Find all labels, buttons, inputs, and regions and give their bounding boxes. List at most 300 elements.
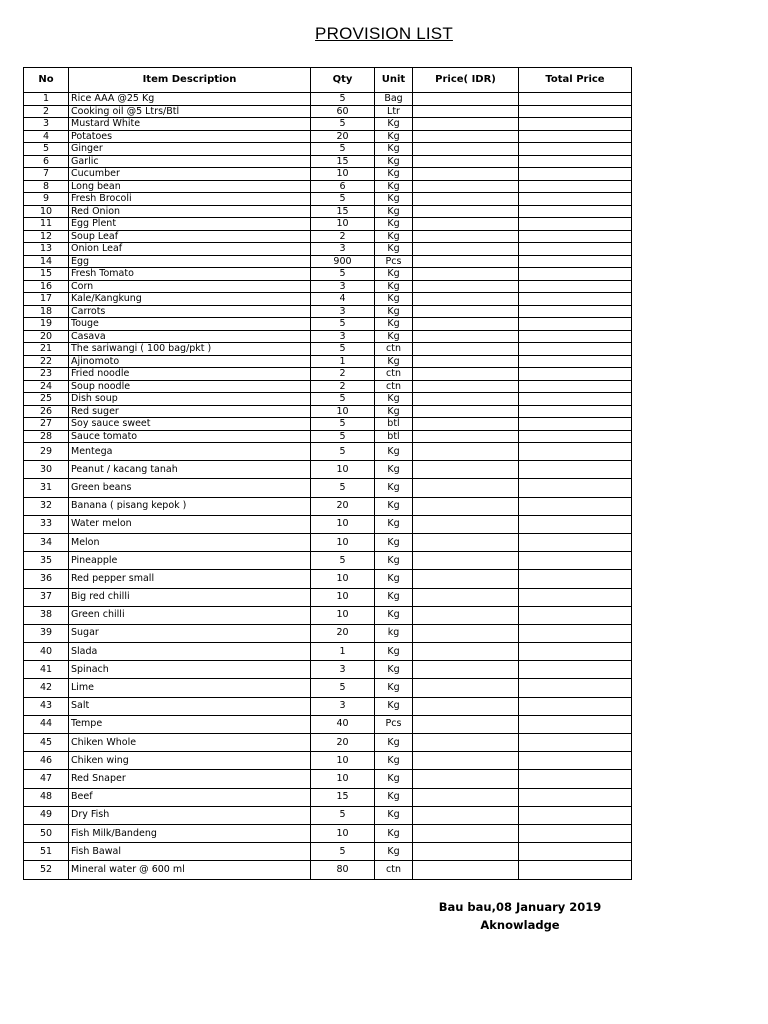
cell-no: 25 <box>24 393 69 406</box>
table-row <box>24 205 632 218</box>
table-body <box>24 93 632 880</box>
cell-unit: Kg <box>375 824 413 842</box>
cell-qty: 3 <box>311 305 375 318</box>
cell-total <box>519 734 632 752</box>
cell-no: 10 <box>24 205 69 218</box>
cell-item: Tempe <box>69 715 311 733</box>
cell-price <box>413 588 519 606</box>
cell-total <box>519 405 632 418</box>
cell-total <box>519 355 632 368</box>
cell-no: 32 <box>24 497 69 515</box>
cell-total <box>519 770 632 788</box>
cell-item: Kale/Kangkung <box>69 293 311 306</box>
cell-item: Beef <box>69 788 311 806</box>
cell-qty: 5 <box>311 806 375 824</box>
cell-qty: 10 <box>311 218 375 231</box>
cell-price <box>413 218 519 231</box>
table-row <box>24 697 632 715</box>
cell-qty: 3 <box>311 243 375 256</box>
cell-item: Sugar <box>69 624 311 642</box>
cell-qty: 20 <box>311 497 375 515</box>
table-row <box>24 155 632 168</box>
cell-no: 41 <box>24 661 69 679</box>
cell-item: Rice AAA @25 Kg <box>69 93 311 106</box>
cell-unit: Kg <box>375 697 413 715</box>
cell-no: 48 <box>24 788 69 806</box>
col-header-item: Item Description <box>69 68 311 93</box>
cell-price <box>413 479 519 497</box>
cell-no: 36 <box>24 570 69 588</box>
cell-total <box>519 305 632 318</box>
cell-no: 17 <box>24 293 69 306</box>
cell-item: Egg <box>69 255 311 268</box>
cell-no: 28 <box>24 430 69 443</box>
cell-total <box>519 624 632 642</box>
cell-price <box>413 118 519 131</box>
cell-total <box>519 661 632 679</box>
cell-price <box>413 752 519 770</box>
table-row <box>24 330 632 343</box>
cell-total <box>519 606 632 624</box>
cell-no: 33 <box>24 515 69 533</box>
cell-unit: Kg <box>375 734 413 752</box>
table-row <box>24 533 632 551</box>
cell-price <box>413 515 519 533</box>
cell-total <box>519 843 632 861</box>
cell-unit: Kg <box>375 643 413 661</box>
table-row <box>24 843 632 861</box>
cell-price <box>413 606 519 624</box>
table-row <box>24 93 632 106</box>
cell-price <box>413 715 519 733</box>
cell-total <box>519 193 632 206</box>
cell-no: 14 <box>24 255 69 268</box>
cell-total <box>519 588 632 606</box>
cell-total <box>519 533 632 551</box>
cell-unit: ctn <box>375 861 413 879</box>
cell-qty: 10 <box>311 824 375 842</box>
cell-unit: Kg <box>375 405 413 418</box>
cell-no: 51 <box>24 843 69 861</box>
col-header-no: No <box>24 68 69 93</box>
cell-qty: 5 <box>311 143 375 156</box>
cell-unit: Kg <box>375 293 413 306</box>
cell-unit: Kg <box>375 497 413 515</box>
cell-item: Red pepper small <box>69 570 311 588</box>
cell-item: Mineral water @ 600 ml <box>69 861 311 879</box>
cell-price <box>413 193 519 206</box>
cell-item: Red suger <box>69 405 311 418</box>
cell-unit: Kg <box>375 533 413 551</box>
cell-item: Green chilli <box>69 606 311 624</box>
cell-qty: 10 <box>311 606 375 624</box>
cell-qty: 5 <box>311 443 375 461</box>
table-row <box>24 143 632 156</box>
page-title: PROVISION LIST <box>315 24 453 43</box>
cell-no: 45 <box>24 734 69 752</box>
table-row <box>24 588 632 606</box>
cell-price <box>413 806 519 824</box>
cell-unit: Kg <box>375 552 413 570</box>
cell-price <box>413 230 519 243</box>
cell-price <box>413 461 519 479</box>
cell-no: 39 <box>24 624 69 642</box>
cell-total <box>519 552 632 570</box>
cell-unit: Kg <box>375 143 413 156</box>
cell-item: Onion Leaf <box>69 243 311 256</box>
table-row <box>24 168 632 181</box>
table-row <box>24 624 632 642</box>
table-row <box>24 570 632 588</box>
cell-unit: Kg <box>375 168 413 181</box>
cell-total <box>519 205 632 218</box>
cell-price <box>413 770 519 788</box>
cell-total <box>519 479 632 497</box>
cell-total <box>519 806 632 824</box>
cell-total <box>519 280 632 293</box>
cell-price <box>413 130 519 143</box>
cell-no: 9 <box>24 193 69 206</box>
cell-item: Water melon <box>69 515 311 533</box>
cell-qty: 5 <box>311 552 375 570</box>
cell-total <box>519 343 632 356</box>
cell-qty: 5 <box>311 479 375 497</box>
cell-unit: kg <box>375 624 413 642</box>
cell-item: Big red chilli <box>69 588 311 606</box>
cell-price <box>413 697 519 715</box>
cell-unit: Kg <box>375 752 413 770</box>
cell-unit: Kg <box>375 268 413 281</box>
cell-item: Garlic <box>69 155 311 168</box>
cell-total <box>519 861 632 879</box>
table-row <box>24 380 632 393</box>
table-row <box>24 824 632 842</box>
cell-item: Fresh Brocoli <box>69 193 311 206</box>
table-row <box>24 734 632 752</box>
cell-price <box>413 824 519 842</box>
cell-price <box>413 405 519 418</box>
cell-item: Ajinomoto <box>69 355 311 368</box>
cell-total <box>519 418 632 431</box>
cell-unit: Kg <box>375 588 413 606</box>
cell-price <box>413 168 519 181</box>
cell-item: Peanut / kacang tanah <box>69 461 311 479</box>
cell-no: 46 <box>24 752 69 770</box>
cell-qty: 3 <box>311 330 375 343</box>
table-row <box>24 606 632 624</box>
cell-price <box>413 105 519 118</box>
cell-unit: Pcs <box>375 715 413 733</box>
cell-qty: 10 <box>311 405 375 418</box>
cell-qty: 3 <box>311 697 375 715</box>
cell-item: Ginger <box>69 143 311 156</box>
cell-total <box>519 105 632 118</box>
cell-no: 35 <box>24 552 69 570</box>
cell-unit: Kg <box>375 218 413 231</box>
acknowledge-label: Aknowladge <box>480 918 560 932</box>
cell-price <box>413 533 519 551</box>
table-row <box>24 861 632 879</box>
cell-qty: 6 <box>311 180 375 193</box>
cell-item: Cucumber <box>69 168 311 181</box>
cell-no: 52 <box>24 861 69 879</box>
cell-no: 22 <box>24 355 69 368</box>
cell-total <box>519 643 632 661</box>
cell-no: 20 <box>24 330 69 343</box>
cell-qty: 10 <box>311 770 375 788</box>
table-row <box>24 243 632 256</box>
cell-qty: 5 <box>311 418 375 431</box>
cell-price <box>413 355 519 368</box>
cell-no: 19 <box>24 318 69 331</box>
cell-qty: 5 <box>311 679 375 697</box>
cell-item: Chiken Whole <box>69 734 311 752</box>
cell-price <box>413 280 519 293</box>
cell-qty: 10 <box>311 168 375 181</box>
cell-no: 8 <box>24 180 69 193</box>
cell-price <box>413 343 519 356</box>
cell-price <box>413 93 519 106</box>
cell-price <box>413 570 519 588</box>
cell-qty: 2 <box>311 368 375 381</box>
cell-total <box>519 393 632 406</box>
cell-price <box>413 305 519 318</box>
cell-qty: 900 <box>311 255 375 268</box>
cell-item: Slada <box>69 643 311 661</box>
cell-unit: Kg <box>375 318 413 331</box>
cell-price <box>413 788 519 806</box>
table-row <box>24 368 632 381</box>
cell-qty: 1 <box>311 643 375 661</box>
cell-no: 3 <box>24 118 69 131</box>
cell-price <box>413 418 519 431</box>
cell-total <box>519 824 632 842</box>
table-row <box>24 552 632 570</box>
cell-total <box>519 230 632 243</box>
cell-price <box>413 330 519 343</box>
cell-price <box>413 430 519 443</box>
cell-total <box>519 168 632 181</box>
table-row <box>24 715 632 733</box>
cell-total <box>519 143 632 156</box>
cell-price <box>413 380 519 393</box>
cell-unit: Pcs <box>375 255 413 268</box>
table-row <box>24 806 632 824</box>
table-row <box>24 218 632 231</box>
cell-no: 38 <box>24 606 69 624</box>
cell-price <box>413 679 519 697</box>
cell-total <box>519 130 632 143</box>
cell-qty: 4 <box>311 293 375 306</box>
cell-qty: 10 <box>311 461 375 479</box>
cell-no: 42 <box>24 679 69 697</box>
cell-unit: Kg <box>375 205 413 218</box>
table-row <box>24 118 632 131</box>
col-header-total: Total Price <box>519 68 632 93</box>
cell-qty: 1 <box>311 355 375 368</box>
cell-item: Dish soup <box>69 393 311 406</box>
cell-price <box>413 255 519 268</box>
cell-price <box>413 143 519 156</box>
cell-unit: ctn <box>375 380 413 393</box>
cell-qty: 10 <box>311 588 375 606</box>
cell-unit: Kg <box>375 679 413 697</box>
cell-no: 24 <box>24 380 69 393</box>
cell-no: 27 <box>24 418 69 431</box>
cell-total <box>519 497 632 515</box>
cell-price <box>413 393 519 406</box>
cell-qty: 60 <box>311 105 375 118</box>
cell-total <box>519 380 632 393</box>
cell-item: Long bean <box>69 180 311 193</box>
cell-qty: 3 <box>311 661 375 679</box>
cell-item: Sauce tomato <box>69 430 311 443</box>
cell-no: 23 <box>24 368 69 381</box>
cell-no: 5 <box>24 143 69 156</box>
cell-unit: Kg <box>375 479 413 497</box>
cell-price <box>413 180 519 193</box>
cell-item: Spinach <box>69 661 311 679</box>
cell-item: Potatoes <box>69 130 311 143</box>
cell-item: Touge <box>69 318 311 331</box>
cell-item: Red Onion <box>69 205 311 218</box>
cell-no: 37 <box>24 588 69 606</box>
table-row <box>24 180 632 193</box>
cell-item: Soup Leaf <box>69 230 311 243</box>
cell-item: Fried noodle <box>69 368 311 381</box>
cell-item: Casava <box>69 330 311 343</box>
cell-qty: 20 <box>311 130 375 143</box>
table-row <box>24 393 632 406</box>
table-header-row <box>24 68 632 93</box>
cell-total <box>519 430 632 443</box>
col-header-price: Price( IDR) <box>413 68 519 93</box>
cell-total <box>519 679 632 697</box>
cell-qty: 10 <box>311 533 375 551</box>
cell-price <box>413 661 519 679</box>
cell-no: 11 <box>24 218 69 231</box>
cell-unit: Kg <box>375 230 413 243</box>
cell-no: 26 <box>24 405 69 418</box>
cell-qty: 5 <box>311 93 375 106</box>
cell-unit: Kg <box>375 180 413 193</box>
cell-total <box>519 715 632 733</box>
cell-total <box>519 155 632 168</box>
cell-total <box>519 368 632 381</box>
cell-no: 16 <box>24 280 69 293</box>
table-row <box>24 515 632 533</box>
cell-no: 40 <box>24 643 69 661</box>
table-row <box>24 230 632 243</box>
cell-total <box>519 318 632 331</box>
cell-unit: Kg <box>375 843 413 861</box>
table-row <box>24 479 632 497</box>
cell-item: Mentega <box>69 443 311 461</box>
table-row <box>24 355 632 368</box>
cell-item: Soy sauce sweet <box>69 418 311 431</box>
cell-qty: 20 <box>311 734 375 752</box>
cell-price <box>413 155 519 168</box>
table-row <box>24 430 632 443</box>
cell-qty: 5 <box>311 268 375 281</box>
cell-unit: Kg <box>375 155 413 168</box>
cell-item: Soup noodle <box>69 380 311 393</box>
table-row <box>24 193 632 206</box>
cell-item: Chiken wing <box>69 752 311 770</box>
cell-qty: 3 <box>311 280 375 293</box>
cell-qty: 2 <box>311 380 375 393</box>
cell-no: 6 <box>24 155 69 168</box>
cell-price <box>413 293 519 306</box>
cell-qty: 5 <box>311 193 375 206</box>
cell-no: 47 <box>24 770 69 788</box>
cell-unit: Kg <box>375 130 413 143</box>
cell-total <box>519 752 632 770</box>
cell-price <box>413 368 519 381</box>
cell-unit: Kg <box>375 243 413 256</box>
cell-item: Dry Fish <box>69 806 311 824</box>
cell-unit: Kg <box>375 461 413 479</box>
table-row <box>24 105 632 118</box>
cell-qty: 5 <box>311 843 375 861</box>
cell-unit: btl <box>375 430 413 443</box>
cell-unit: Kg <box>375 570 413 588</box>
cell-unit: btl <box>375 418 413 431</box>
cell-unit: Bag <box>375 93 413 106</box>
table-row <box>24 788 632 806</box>
cell-item: Banana ( pisang kepok ) <box>69 497 311 515</box>
cell-unit: Kg <box>375 330 413 343</box>
cell-no: 29 <box>24 443 69 461</box>
cell-item: Fish Milk/Bandeng <box>69 824 311 842</box>
cell-no: 12 <box>24 230 69 243</box>
cell-item: Carrots <box>69 305 311 318</box>
cell-no: 50 <box>24 824 69 842</box>
cell-qty: 5 <box>311 393 375 406</box>
cell-qty: 40 <box>311 715 375 733</box>
cell-total <box>519 788 632 806</box>
table-row <box>24 643 632 661</box>
cell-item: Red Snaper <box>69 770 311 788</box>
cell-price <box>413 861 519 879</box>
cell-unit: Kg <box>375 606 413 624</box>
cell-item: Lime <box>69 679 311 697</box>
cell-qty: 20 <box>311 624 375 642</box>
cell-unit: Kg <box>375 443 413 461</box>
cell-price <box>413 843 519 861</box>
table-row <box>24 268 632 281</box>
cell-qty: 5 <box>311 318 375 331</box>
table-row <box>24 497 632 515</box>
cell-total <box>519 218 632 231</box>
cell-qty: 10 <box>311 752 375 770</box>
provision-table <box>23 67 632 880</box>
cell-unit: Kg <box>375 305 413 318</box>
cell-no: 18 <box>24 305 69 318</box>
cell-price <box>413 243 519 256</box>
cell-no: 15 <box>24 268 69 281</box>
cell-item: Pineapple <box>69 552 311 570</box>
cell-unit: Kg <box>375 770 413 788</box>
cell-qty: 5 <box>311 118 375 131</box>
col-header-unit: Unit <box>375 68 413 93</box>
cell-unit: Kg <box>375 118 413 131</box>
cell-unit: ctn <box>375 368 413 381</box>
cell-total <box>519 293 632 306</box>
cell-no: 30 <box>24 461 69 479</box>
table-row <box>24 418 632 431</box>
cell-no: 4 <box>24 130 69 143</box>
